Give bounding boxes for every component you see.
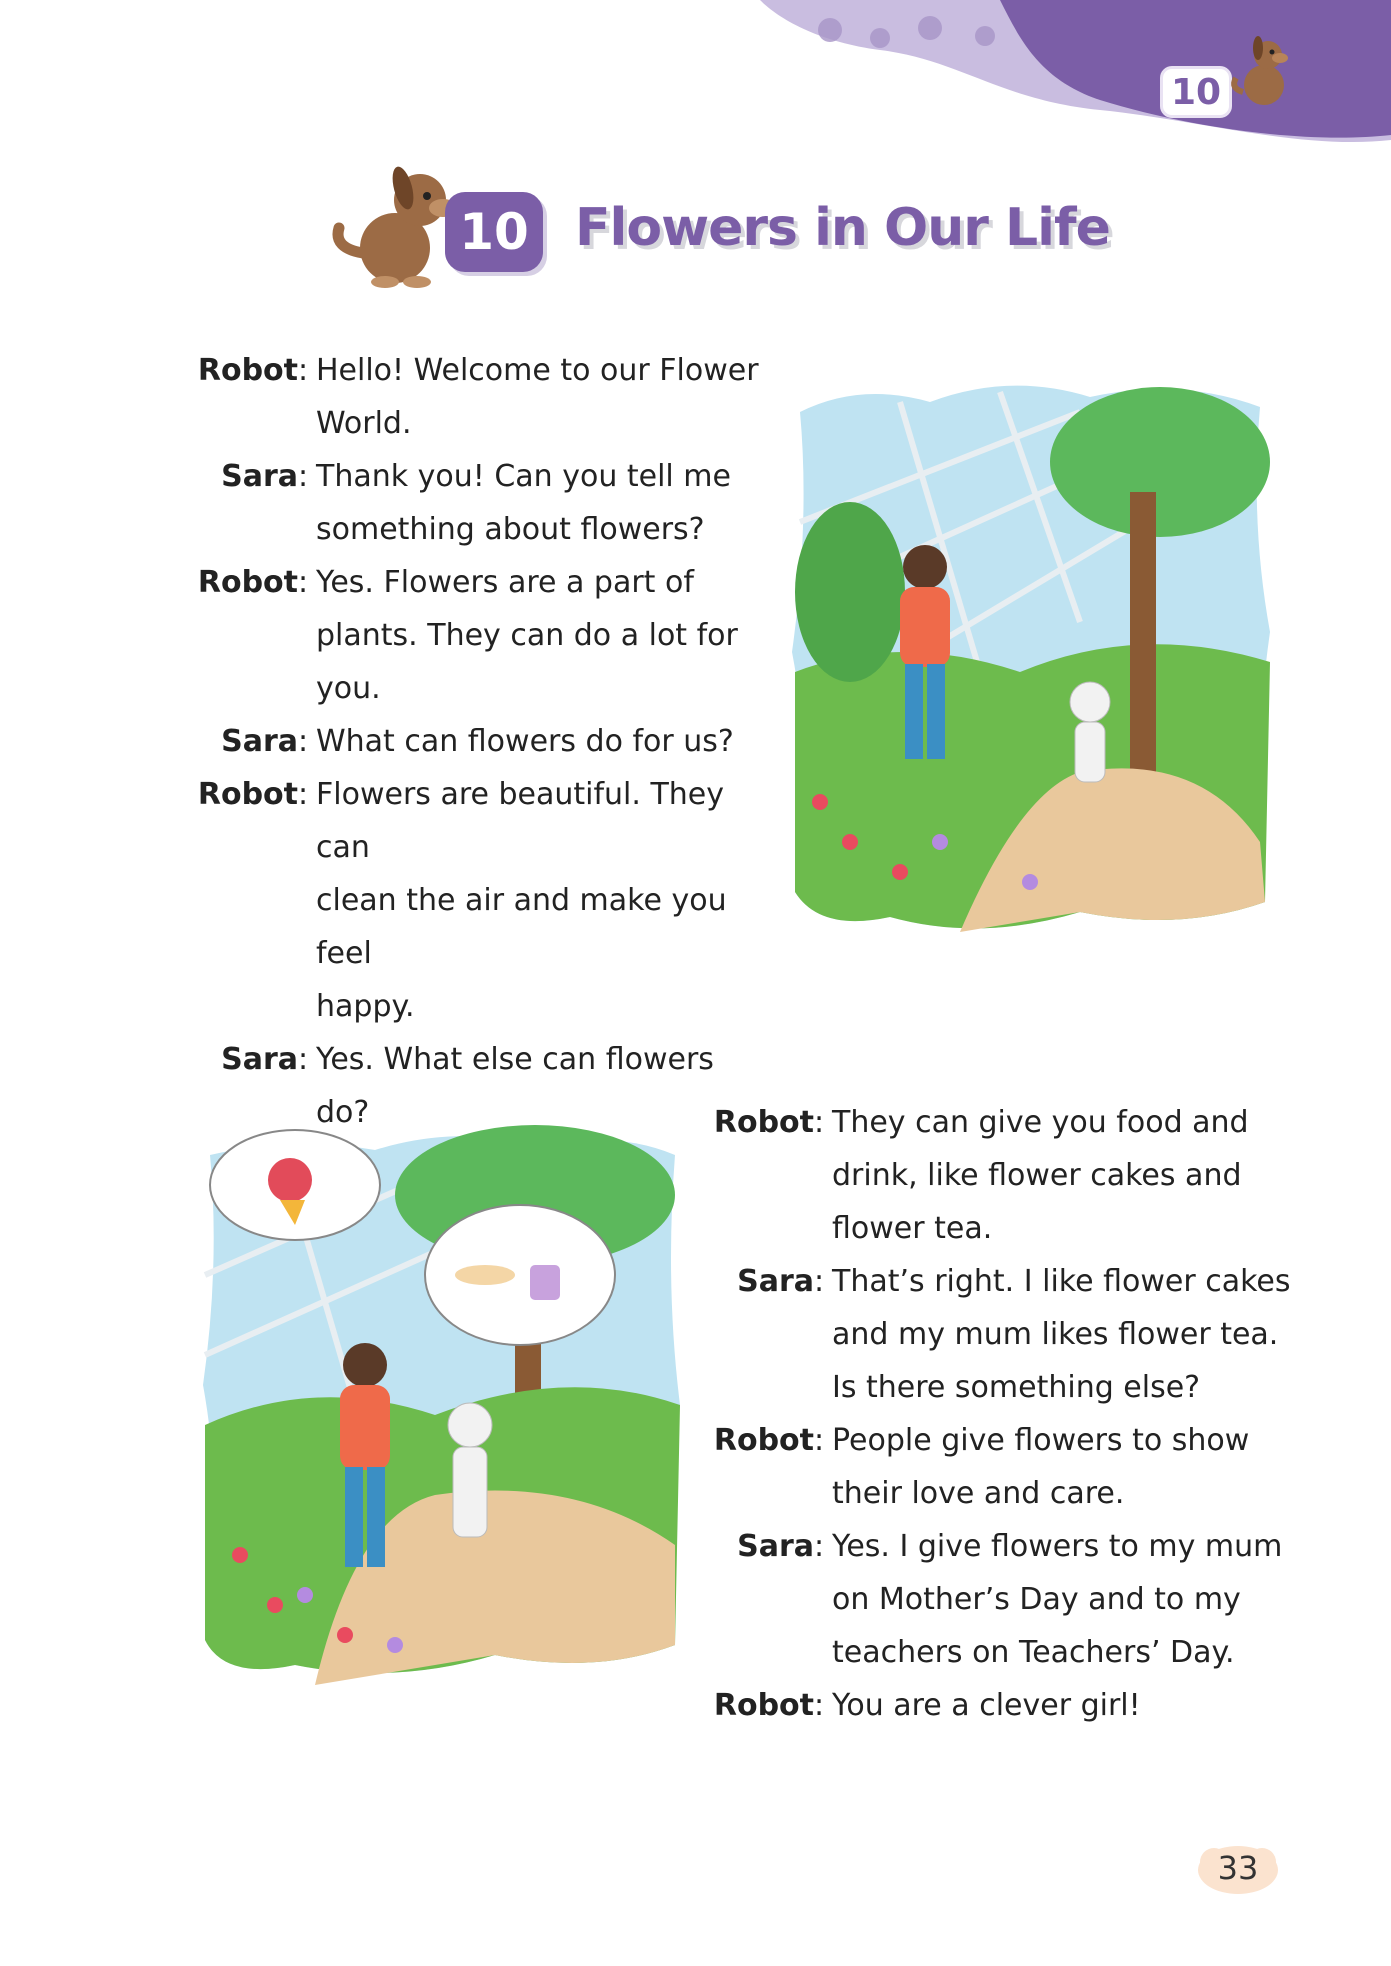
dog-icon	[1228, 30, 1298, 110]
greenhouse-illustration-1	[780, 372, 1280, 942]
speaker-name: Robot	[713, 1688, 814, 1723]
speaker-name: Robot	[197, 565, 298, 600]
speaker-name: Robot	[713, 1423, 814, 1458]
speech-text: Flowers are beautiful. They can clean the air and make you feel happy.	[316, 777, 727, 1024]
speaker-name: Robot	[197, 353, 298, 388]
dialogue-part-1	[190, 344, 770, 1139]
speaker-name: Robot	[713, 1105, 814, 1140]
dialogue-line	[190, 715, 770, 768]
dialogue-line	[706, 1679, 1306, 1732]
dialogue-line	[706, 1096, 1306, 1255]
speaker-colon: :	[814, 1529, 825, 1564]
speech-text: You are a clever girl!	[832, 1688, 1141, 1723]
speaker-colon: :	[298, 353, 309, 388]
speech-text: Thank you! Can you tell me something about flowers?	[316, 459, 731, 547]
speaker-name: Sara	[737, 1529, 814, 1564]
speech-text: That’s right. I like flower cakes and my mum likes flower tea. Is there something else?	[832, 1264, 1291, 1405]
speaker-colon: :	[298, 459, 309, 494]
speaker-colon: :	[814, 1264, 825, 1299]
speaker-colon: :	[814, 1105, 825, 1140]
greenhouse-illustration-2	[195, 1125, 685, 1685]
speech-text: People give flowers to show their love and care.	[832, 1423, 1250, 1511]
lesson-header	[325, 150, 1145, 290]
dialogue-line	[190, 344, 770, 450]
speaker-name: Sara	[737, 1264, 814, 1299]
speaker-colon: :	[814, 1423, 825, 1458]
dialogue-line	[190, 556, 770, 715]
lesson-title: Flowers in Our Life	[575, 198, 1110, 258]
dialogue-line	[706, 1520, 1306, 1679]
dialogue-line	[706, 1414, 1306, 1520]
thought-bubble-cake-tea	[425, 1205, 615, 1345]
speaker-name: Sara	[221, 724, 298, 759]
unit-number-badge: 10	[445, 192, 543, 272]
dialogue-part-2	[706, 1096, 1306, 1732]
dialogue-line	[190, 1033, 770, 1139]
speaker-colon: :	[298, 724, 309, 759]
speaker-name: Sara	[221, 459, 298, 494]
speaker-colon: :	[298, 565, 309, 600]
speaker-colon: :	[298, 777, 309, 812]
speech-text: Yes. Flowers are a part of plants. They can do a lot for you.	[316, 565, 738, 706]
speaker-colon: :	[298, 1042, 309, 1077]
unit-badge-small: 10	[1160, 66, 1232, 118]
speech-text: What can flowers do for us?	[316, 724, 734, 759]
robot-figure	[1070, 682, 1110, 782]
speaker-name: Sara	[221, 1042, 298, 1077]
speech-text: Hello! Welcome to our Flower World.	[316, 353, 759, 441]
speech-text: Yes. I give flowers to my mum on Mother’s Day and to my teachers on Teachers’ Day.	[832, 1529, 1283, 1670]
dialogue-line	[190, 768, 770, 1033]
page-number: 33	[1217, 1849, 1259, 1887]
robot-figure	[448, 1403, 492, 1537]
dog-mascot-icon	[325, 158, 460, 288]
dialogue-line	[190, 450, 770, 556]
speaker-colon: :	[814, 1688, 825, 1723]
speech-text: They can give you food and drink, like flower cakes and flower tea.	[832, 1105, 1249, 1246]
dialogue-line	[706, 1255, 1306, 1414]
speech-text: Yes. What else can flowers do?	[316, 1042, 714, 1130]
speaker-name: Robot	[197, 777, 298, 812]
